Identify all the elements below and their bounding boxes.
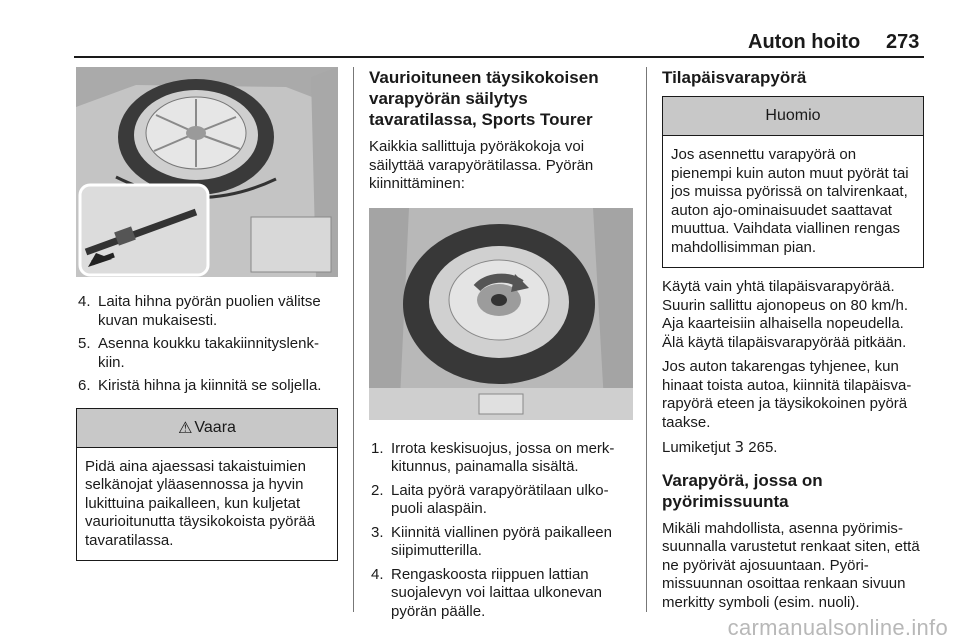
cross-reference — [662, 438, 924, 458]
step-number: 4. — [371, 565, 384, 583]
cross-reference-label: Lumiketjut — [662, 439, 731, 456]
list-item — [369, 440, 633, 477]
step-number: 1. — [371, 439, 384, 457]
trunk-strap-illustration — [76, 67, 338, 277]
warning-text: Pidä aina ajaessasi takaistuimien selkänojat yläasennossa ja hyvin lukittuina paikalleen, kun kuljetat vaurioitunutta täysikokoista pyörää tavaratilassa. — [85, 457, 316, 549]
note-title: Huomio — [663, 97, 923, 136]
cross-reference-page[interactable]: 265. — [748, 439, 778, 456]
step-text: Laita pyörä varapyörätilaan ulkopuoli alaspäin. — [391, 481, 609, 517]
intro-paragraph: Kaikkia sallittuja pyöräkokoja voi säilyttää varapyörätilassa. Pyörän kiinnittäminen: — [369, 138, 594, 192]
step-number: 2. — [371, 481, 384, 499]
step-number: 3. — [371, 523, 384, 541]
step-text: Irrota keskisuojus, jossa on merkkitunnus, painamalla sisältä. — [391, 439, 615, 475]
paragraph: Mikäli mahdollista, asenna pyörimissuunnalla varustetut renkaat siten, että ne pyörivät ajosuuntaan. Pyörimissuunnan osoittaa renkaan sivuun merkitty symboli (esim. nuoli). — [662, 519, 920, 611]
subsection-heading: Varapyörä, jossa on pyörimissuunta — [662, 470, 823, 511]
step-number: 5. — [78, 335, 91, 352]
strap-steps-list — [76, 293, 338, 396]
list-item — [76, 377, 338, 396]
paragraph: Käytä vain yhtä tilapäisvarapyörää. Suurin sallittu ajonopeus on 80 km/h. Aja kaarteisiin alhaisella nopeudella. Älä käytä tilapäisvarapyörää pitkään. — [662, 278, 908, 351]
step-number: 6. — [78, 377, 91, 394]
warning-title — [77, 409, 337, 448]
page-header — [0, 0, 960, 56]
step-text: Kiristä hihna ja kiinnitä se soljella. — [98, 377, 322, 394]
section-title: Auton hoito — [748, 31, 861, 53]
column-left — [76, 67, 338, 561]
list-item — [76, 293, 338, 330]
trunk-wheel-strap-figure — [76, 67, 338, 277]
section-heading: Tilapäisvarapyörä — [662, 68, 807, 87]
column-right — [662, 67, 924, 618]
page-reference-icon: 3 — [734, 438, 745, 456]
column-middle — [369, 67, 633, 626]
header-rule — [74, 56, 924, 58]
step-text: Rengaskoosta riippuen lattian suojalevyn voi laittaa ulkonevan pyörän päälle. — [391, 565, 602, 620]
note-text: Jos asennettu varapyörä on pienempi kuin auton muut pyörät tai jos muissa pyörissä on talvirenkaat, auton ajo-ominaisuudet saattavat muuttua. Vaihdata viallinen rengas mahdollisimman pian. — [671, 146, 909, 256]
paragraph: Jos auton takarengas tyhjenee, kun hinaat toista autoa, kiinnitä tilapäisvarapyörä eteen ja täysikokoinen pyörä taakse. — [662, 358, 912, 431]
spare-wheel-well-illustration — [369, 208, 633, 420]
step-number: 4. — [78, 293, 91, 310]
spare-wheel-steps-list — [369, 440, 633, 622]
warning-triangle-icon: ⚠ — [178, 419, 193, 437]
list-item — [76, 335, 338, 372]
note-box — [662, 96, 924, 268]
watermark: carmanualsonline.info — [727, 615, 948, 640]
column-divider — [646, 67, 647, 612]
spare-wheel-well-figure — [369, 208, 633, 420]
step-text: Kiinnitä viallinen pyörä paikalleen siipimutterilla. — [391, 523, 612, 559]
step-text: Laita hihna pyörän puolien välitse kuvan mukaisesti. — [98, 293, 321, 329]
step-text: Asenna koukku takakiinnityslenkkiin. — [98, 335, 319, 371]
page-number: 273 — [886, 31, 920, 53]
column-divider — [353, 67, 354, 612]
danger-warning-box — [76, 408, 338, 562]
section-heading: Vaurioituneen täysikokoisen varapyörän säilytys tavaratilassa, Sports Tourer — [369, 68, 599, 129]
list-item — [369, 566, 633, 622]
list-item — [369, 482, 633, 519]
warning-title-text: Vaara — [194, 418, 236, 436]
list-item — [369, 524, 633, 561]
